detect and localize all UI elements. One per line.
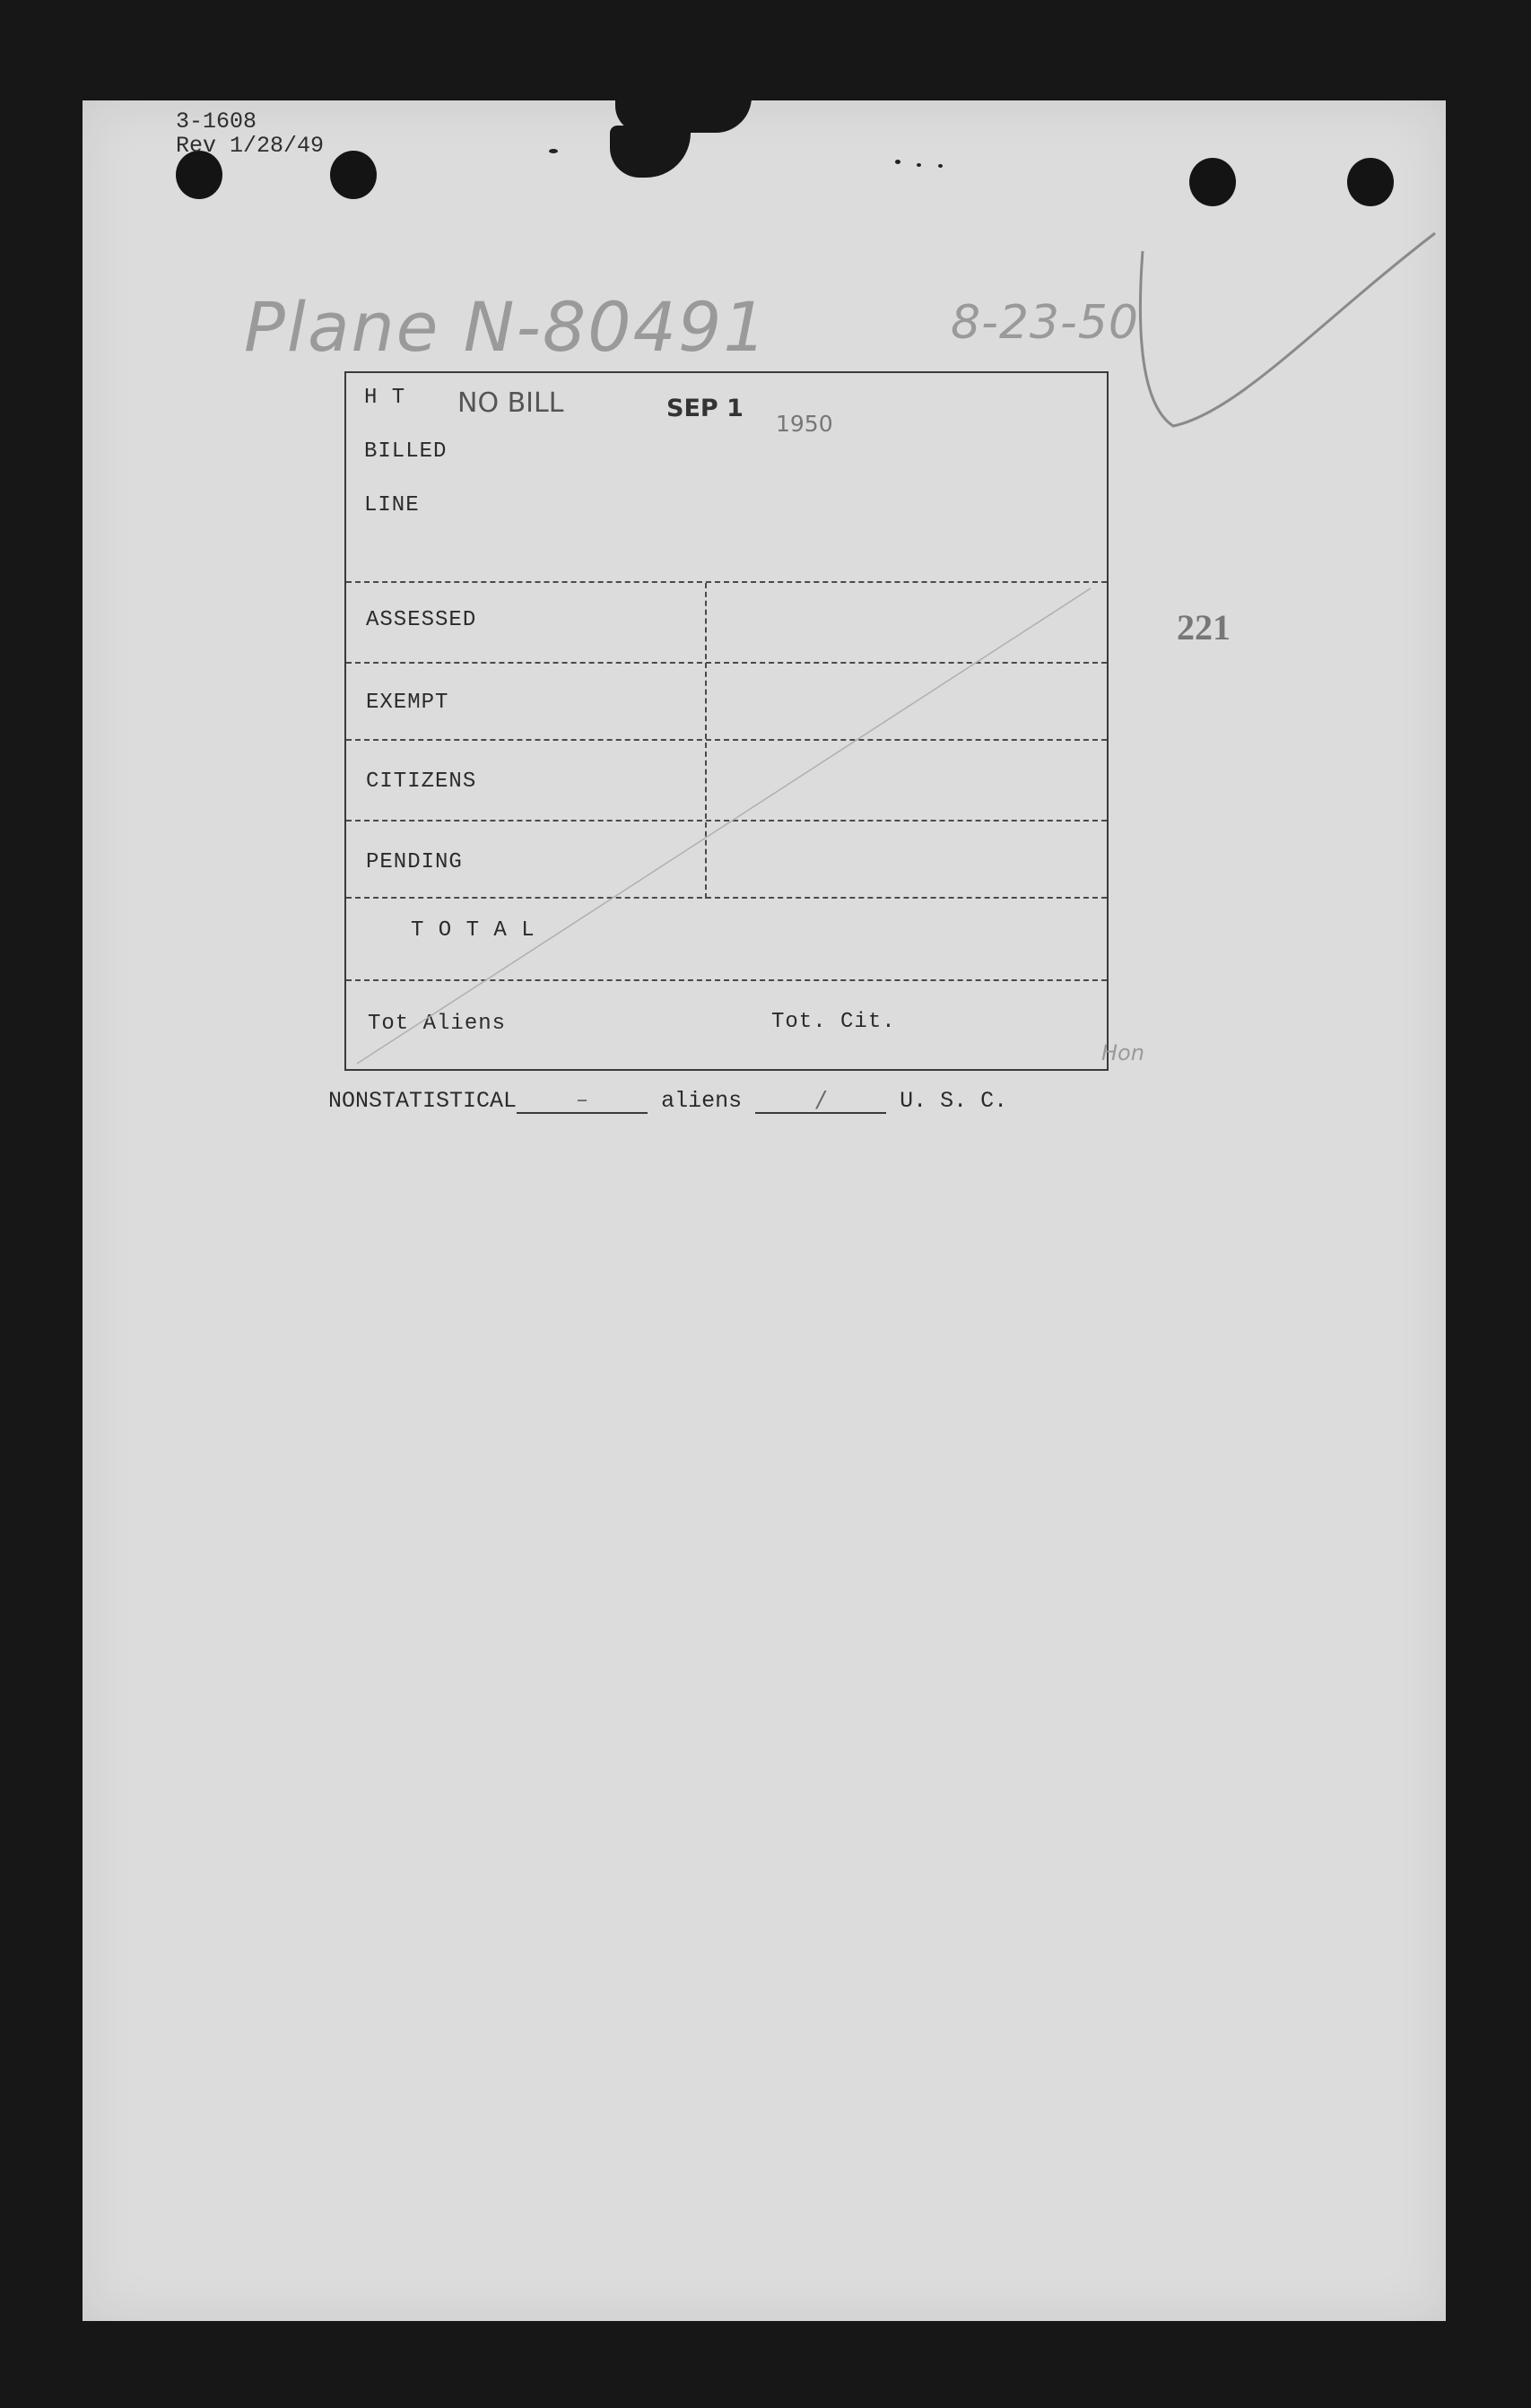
- exempt-label: EXEMPT: [366, 691, 449, 715]
- ht-label: H T: [364, 386, 406, 410]
- total-label: T O T A L: [411, 918, 535, 943]
- ink-speck: [938, 164, 943, 168]
- no-bill-stamp: NO BILL: [457, 387, 564, 419]
- form-number-block: [176, 109, 324, 158]
- manifest-form: [344, 371, 1109, 1071]
- line-label: LINE: [364, 493, 420, 517]
- punch-hole: [1347, 158, 1394, 206]
- pending-label: PENDING: [366, 850, 463, 874]
- tot-aliens-label: Tot Aliens: [368, 1012, 507, 1036]
- ink-speck: [895, 160, 900, 164]
- handwritten-initials: Hon: [1101, 1040, 1144, 1065]
- checkmark-icon: [1130, 224, 1444, 439]
- cancel-line: [346, 373, 1107, 1069]
- aliens-label: aliens: [661, 1088, 743, 1114]
- citizens-label: CITIZENS: [366, 769, 477, 794]
- nonstatistical-line: [328, 1086, 1007, 1114]
- usc-count: /: [755, 1086, 886, 1114]
- date-stamp: SEP 1: [666, 395, 744, 422]
- page-number: 221: [1177, 607, 1231, 648]
- year-stamp: 1950: [776, 411, 833, 437]
- punch-hole: [1189, 158, 1236, 206]
- ink-speck: [549, 149, 558, 153]
- ink-speck: [917, 163, 921, 167]
- tot-cit-label: Tot. Cit.: [771, 1010, 896, 1034]
- punch-hole: [330, 151, 377, 199]
- assessed-label: ASSESSED: [366, 608, 477, 632]
- aliens-count: –: [517, 1086, 648, 1114]
- form-revision: Rev 1/28/49: [176, 133, 325, 159]
- nonstatistical-label: NONSTATISTICAL: [328, 1088, 518, 1114]
- form-number: 3-1608: [176, 109, 257, 135]
- handwritten-plane-number: Plane N-80491: [244, 287, 769, 367]
- handwritten-date: 8-23-50: [951, 296, 1139, 350]
- usc-label: U. S. C.: [900, 1088, 1008, 1114]
- billed-label: BILLED: [364, 439, 448, 464]
